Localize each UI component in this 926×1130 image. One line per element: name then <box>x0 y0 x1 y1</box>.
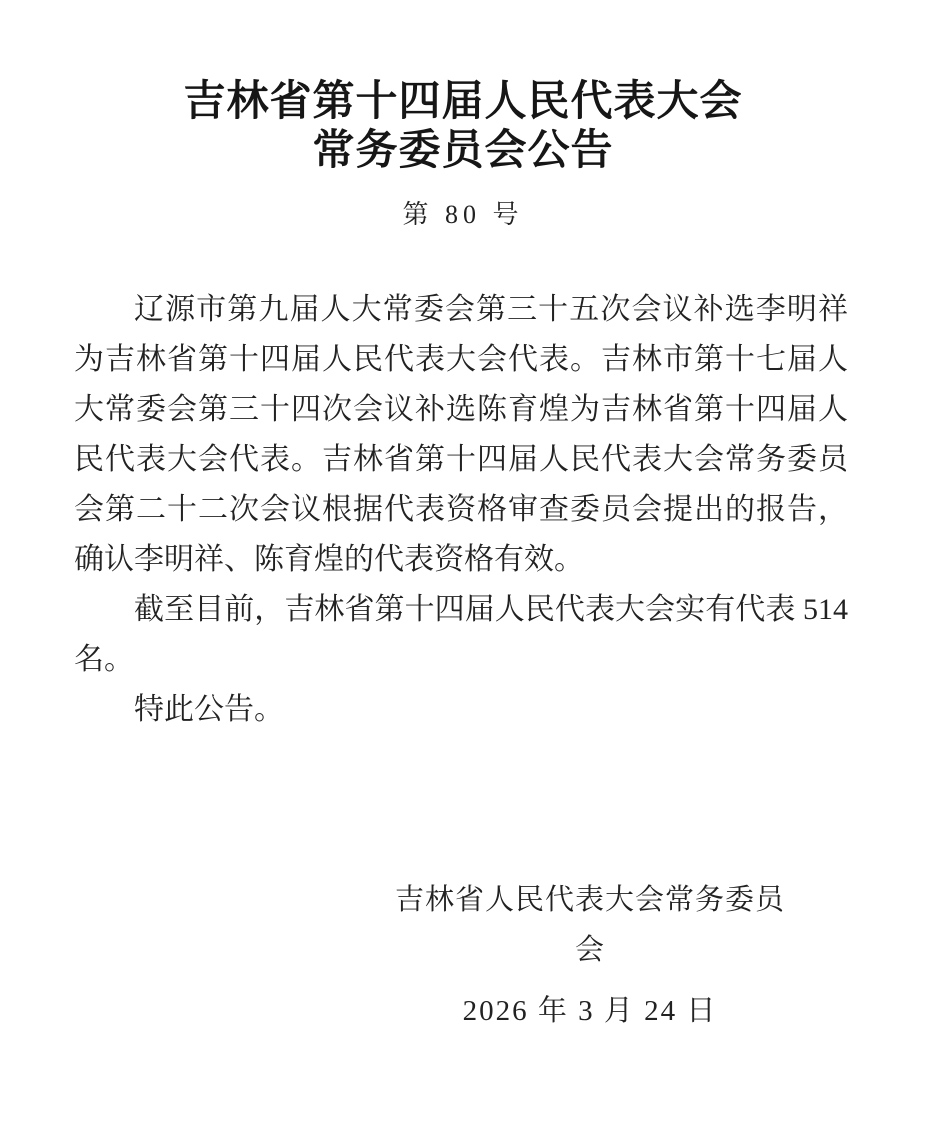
document-title-line1: 吉林省第十四届人民代表大会 <box>183 79 743 125</box>
document-number: 第 80 号 <box>402 200 524 229</box>
issuing-authority: 吉林省人民代表大会常务委员会 <box>394 884 785 966</box>
document-title-line2: 常务委员会公告 <box>312 128 614 174</box>
issue-date: 2026 年 3 月 24 日 <box>462 995 718 1027</box>
body-paragraph: 辽源市第九届人大常委会第三十五次会议补选李明祥为吉林省第十四届人民代表大会代表。吉林市第十七届人大常委会第三十四次会议补选陈育煌为吉林省第十四届人民代表大会代表。吉林省第十四届人民代表大会常务委员会第二十二次会议根据代表资格审查委员会提出的报告，确认李明祥、陈育煌的代表资格有效。 <box>74 293 848 576</box>
body-paragraph: 截至目前，吉林省第十四届人民代表大会实有代表 514 名。 <box>74 593 848 676</box>
document-title <box>0 78 926 176</box>
body-paragraph: 特此公告。 <box>134 693 284 726</box>
document-body <box>74 285 848 735</box>
signature-block <box>388 875 792 1035</box>
